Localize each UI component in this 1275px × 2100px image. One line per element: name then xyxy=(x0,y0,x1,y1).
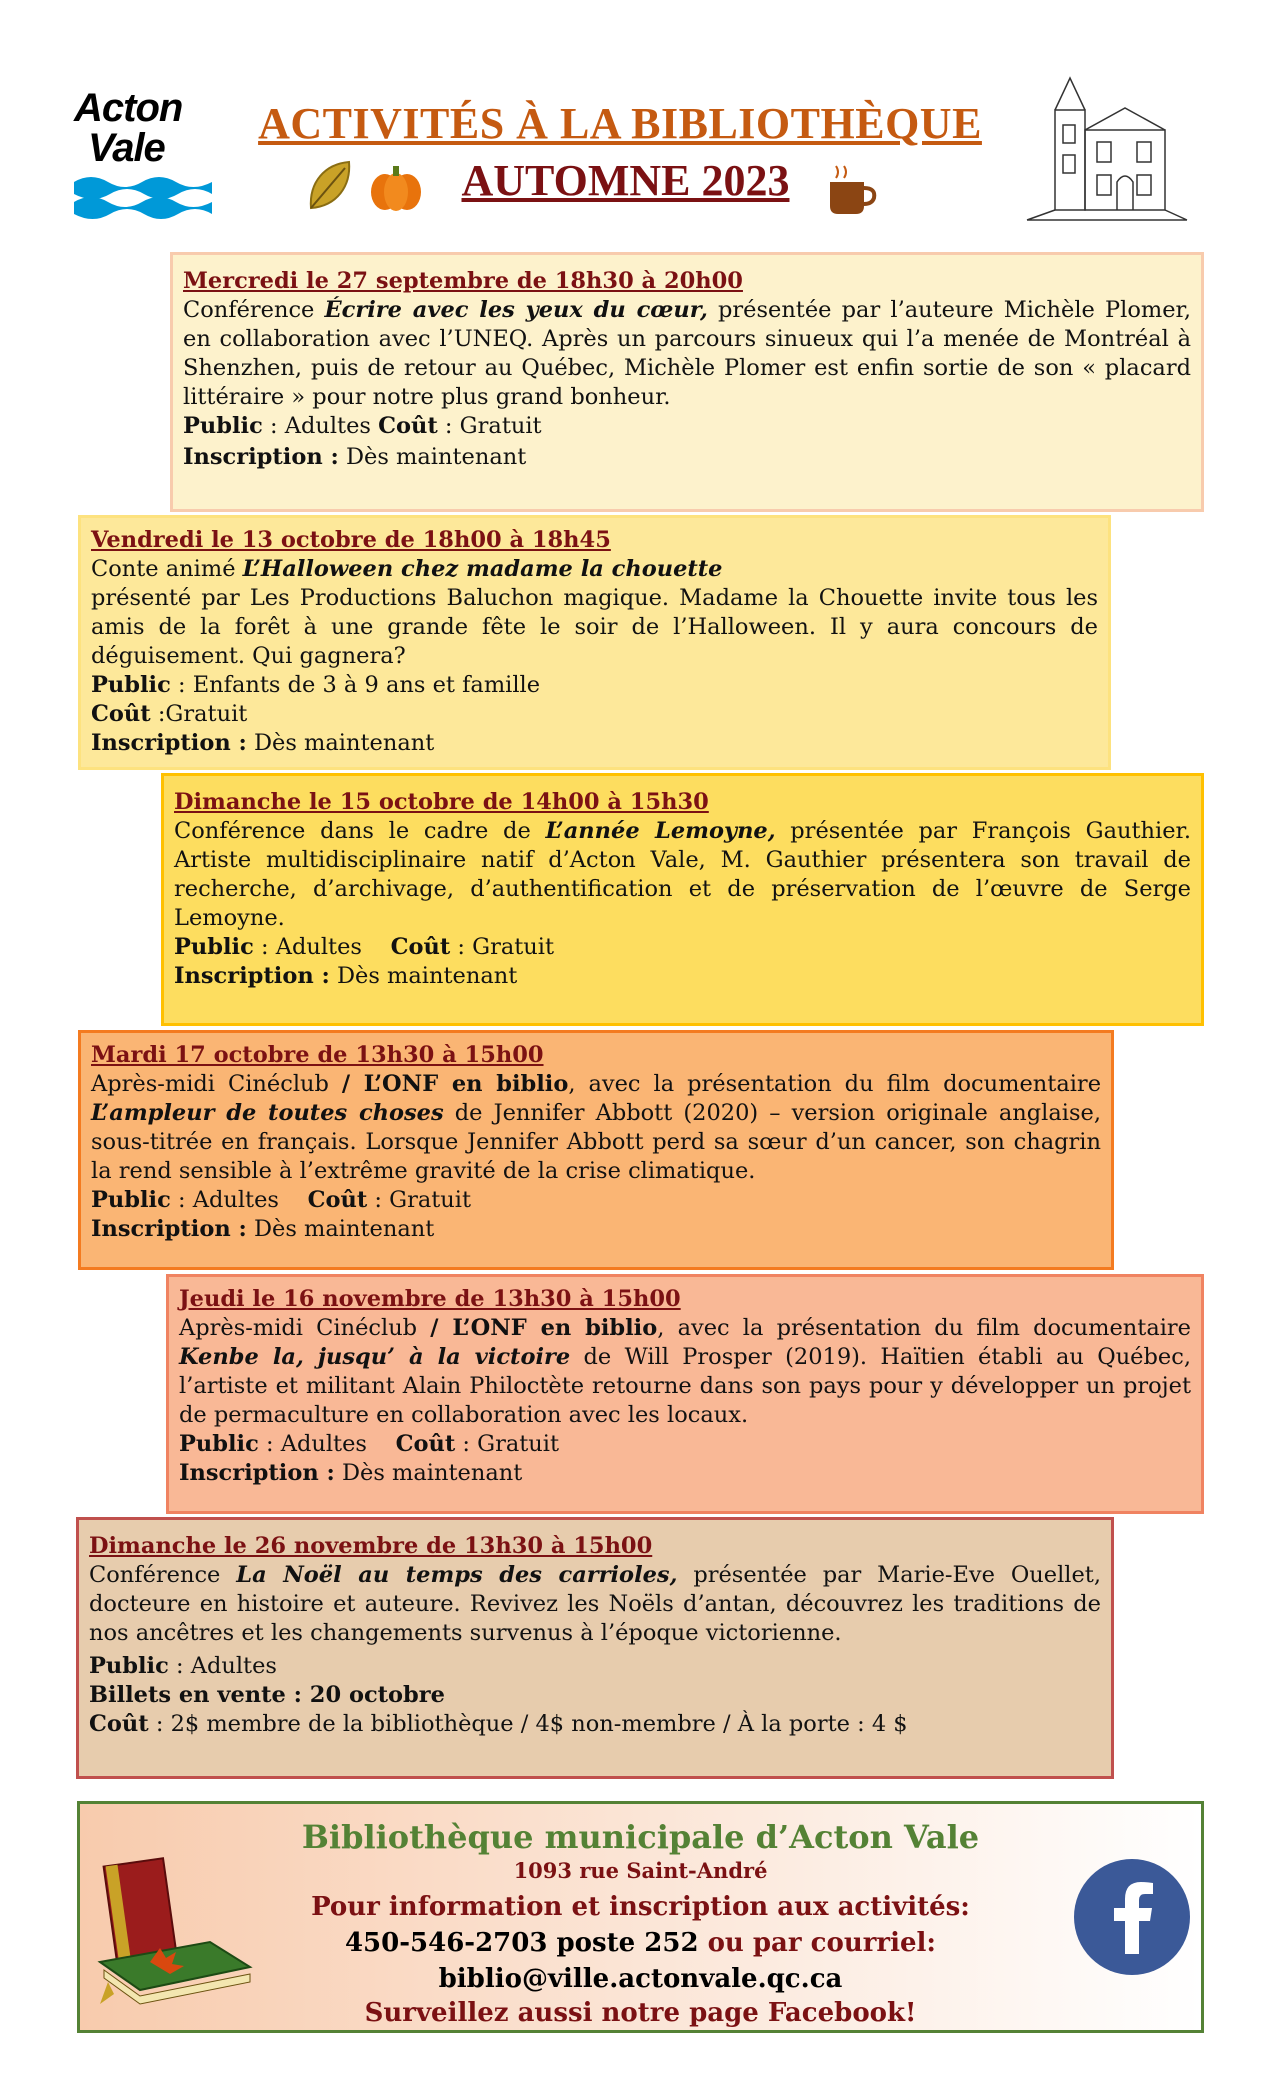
public-value: Adultes xyxy=(284,413,371,439)
event-date: Jeudi le 16 novembre de 13h30 à 15h00 xyxy=(179,1286,681,1312)
cost-value: Gratuit xyxy=(472,934,555,960)
event-intro: Conférence dans le cadre de xyxy=(174,818,546,844)
event-card-2 xyxy=(78,515,1111,770)
cost-value: Gratuit xyxy=(459,413,542,439)
event-public: Public : Adultes xyxy=(89,1653,277,1679)
event-title: Écrire avec les yeux du cœur, xyxy=(324,297,708,323)
event-description xyxy=(179,1314,1191,1430)
public-label: Public xyxy=(183,413,263,439)
event-description: présenté par Les Productions Baluchon magique. Madame la Chouette invite tous les amis de la forêt à une grande fête le soir de l’Halloween. Il y aura concours de déguisement. Qui gagnera? xyxy=(91,585,1098,669)
cost-value: 2$ membre de la bibliothèque / 4$ non-membre / À la porte : 4 $ xyxy=(170,1711,908,1737)
phone-suffix: ou par courriel: xyxy=(698,1928,937,1958)
public-label: Public xyxy=(174,934,254,960)
public-value: Adultes xyxy=(280,1431,367,1457)
event-desc: présentée par Marie-Eve Ouellet, docteure en histoire et auteure. Revivez les Noëls d’antan, découvrez les traditions de nos ancêtres et les changements survenus à l’époque victorienne. xyxy=(89,1562,1101,1646)
event-series: / L’ONF en biblio xyxy=(430,1315,658,1341)
library-building-icon xyxy=(1025,70,1190,230)
cost-label: Coût xyxy=(378,413,438,439)
event-title: La Noël au temps des carrioles, xyxy=(236,1562,678,1588)
event-desc: de Will Prosper (2019). Haïtien établi au Québec, l’artiste et militant Alain Philoctète retourne dans son pays pour y développer un projet de permaculture en collaboration avec les locaux. xyxy=(179,1344,1191,1428)
registration-label: Inscription : xyxy=(91,1216,247,1242)
event-card-3 xyxy=(161,773,1204,1026)
cost-label: Coût xyxy=(307,1187,368,1213)
page-subtitle: AUTOMNE 2023 xyxy=(461,156,790,205)
cost-value: Gratuit xyxy=(165,701,248,727)
event-cost: Coût : 2$ membre de la bibliothèque / 4$ non-membre / À la porte : 4 $ xyxy=(89,1711,908,1737)
cost-label: Coût xyxy=(390,934,451,960)
cost-value: Gratuit xyxy=(389,1187,472,1213)
public-label: Public xyxy=(91,672,171,698)
event-registration xyxy=(174,962,1191,991)
public-value: Adultes xyxy=(192,1187,279,1213)
registration-value: Dès maintenant xyxy=(254,1216,435,1242)
phone-number[interactable]: 450-546-2703 poste 252 xyxy=(344,1928,699,1958)
registration-label: Inscription : xyxy=(183,444,339,470)
event-meta: Public : Adultes Coût : Gratuit xyxy=(179,1431,560,1457)
event-description xyxy=(183,296,1191,412)
event-card-6 xyxy=(76,1517,1114,1779)
cost-label: Coût xyxy=(395,1431,456,1457)
registration-label: Inscription : xyxy=(174,963,330,989)
acton-vale-logo xyxy=(74,88,212,228)
registration-value: Dès maintenant xyxy=(346,444,527,470)
public-label: Public xyxy=(179,1431,259,1457)
registration-label: Inscription : xyxy=(91,730,247,756)
event-registration xyxy=(179,1459,1191,1488)
event-intro: Conférence xyxy=(89,1562,237,1588)
event-description xyxy=(89,1561,1101,1648)
event-heading xyxy=(91,555,1098,584)
facebook-note: Surveillez aussi notre page Facebook! xyxy=(364,1998,917,2028)
library-name: Bibliothèque municipale d’Acton Vale xyxy=(301,1818,980,1856)
registration-value: Dès maintenant xyxy=(342,1460,523,1486)
event-pre: , avec la présentation du film documentaire xyxy=(568,1071,1102,1097)
event-intro: Après-midi Cinéclub xyxy=(91,1071,342,1097)
info-heading: Pour information et inscription aux activités: xyxy=(311,1892,970,1922)
event-card-1 xyxy=(170,252,1204,512)
event-description xyxy=(91,1070,1101,1186)
registration-value: Dès maintenant xyxy=(254,730,435,756)
event-public: Public : Enfants de 3 à 9 ans et famille xyxy=(91,672,541,698)
cost-value: Gratuit xyxy=(477,1431,560,1457)
event-date: Dimanche le 26 novembre de 13h30 à 15h00 xyxy=(89,1533,653,1559)
event-pre: , avec la présentation du film documentaire xyxy=(657,1315,1192,1341)
event-title: L’Halloween chez madame la chouette xyxy=(242,556,723,582)
event-desc: de Jennifer Abbott (2020) – version originale anglaise, sous-titrée en français. Lorsque Jennifer Abbott perd sa sœur d’un cancer, son chagrin la rend sensible à l’extrême gravité de la crise climatique. xyxy=(91,1100,1101,1184)
pumpkin-icon xyxy=(367,162,425,214)
cost-label: Coût xyxy=(89,1711,149,1737)
event-card-5 xyxy=(166,1274,1204,1514)
event-description xyxy=(174,817,1191,933)
event-intro: Conte animé xyxy=(91,556,243,582)
event-card-4 xyxy=(78,1030,1114,1270)
event-intro: Conférence xyxy=(183,297,325,323)
public-value: Adultes xyxy=(190,1653,277,1679)
event-date: Mercredi le 27 septembre de 18h30 à 20h00 xyxy=(183,268,743,294)
event-date: Mardi 17 octobre de 13h30 à 15h00 xyxy=(91,1042,544,1068)
event-meta: Public : Adultes Coût : Gratuit xyxy=(91,1187,472,1213)
library-address: 1093 rue Saint-André xyxy=(513,1858,768,1883)
event-registration xyxy=(91,729,1098,758)
event-meta: Public : Adultes Coût : Gratuit xyxy=(183,413,542,439)
book-icon xyxy=(90,1832,260,2012)
event-registration xyxy=(183,443,1191,472)
event-title: L’ampleur de toutes choses xyxy=(91,1100,444,1126)
page-title: ACTIVITÉS À LA BIBLIOTHÈQUE xyxy=(258,99,982,148)
leaf-icon xyxy=(305,158,355,214)
registration-value: Dès maintenant xyxy=(337,963,518,989)
public-value: Enfants de 3 à 9 ans et famille xyxy=(192,672,541,698)
event-cost: Coût :Gratuit xyxy=(91,701,248,727)
public-label: Public xyxy=(89,1653,169,1679)
registration-label: Inscription : xyxy=(179,1460,335,1486)
waves-icon xyxy=(74,172,212,228)
public-label: Public xyxy=(91,1187,171,1213)
cost-label: Coût xyxy=(91,701,151,727)
logo-line1: Acton xyxy=(74,86,183,130)
coffee-cup-icon xyxy=(826,160,878,216)
event-series: / L’ONF en biblio xyxy=(341,1071,569,1097)
logo-line2: Vale xyxy=(88,126,165,170)
email-link[interactable]: biblio@ville.actonvale.qc.ca xyxy=(438,1964,843,1994)
event-intro: Après-midi Cinéclub xyxy=(179,1315,431,1341)
event-date: Vendredi le 13 octobre de 18h00 à 18h45 xyxy=(91,527,611,553)
event-registration xyxy=(91,1215,1101,1244)
event-title: L’année Lemoyne, xyxy=(545,818,776,844)
event-desc: présentée par l’auteure Michèle Plomer, en collaboration avec l’UNEQ. Après un parcours sinueux qui l’a menée de Montréal à Shenzhen, puis de retour au Québec, Michèle Plomer est enfin sortie de son « placard littéraire » pour notre plus grand bonheur. xyxy=(183,297,1191,410)
event-title: Kenbe la, jusqu’ à la victoire xyxy=(179,1344,571,1370)
event-desc: présentée par François Gauthier. Artiste multidisciplinaire natif d’Acton Vale, M. Gauthier présentera son travail de recherche, d’archivage, d’authentification et de préservation de l’œuvre de Serge Lemoyne. xyxy=(174,818,1191,931)
event-meta: Public : Adultes Coût : Gratuit xyxy=(174,934,555,960)
ticket-sale-date: Billets en vente : 20 octobre xyxy=(89,1682,445,1708)
event-date: Dimanche le 15 octobre de 14h00 à 15h30 xyxy=(174,789,709,815)
public-value: Adultes xyxy=(275,934,362,960)
facebook-icon[interactable] xyxy=(1073,1858,1191,1976)
